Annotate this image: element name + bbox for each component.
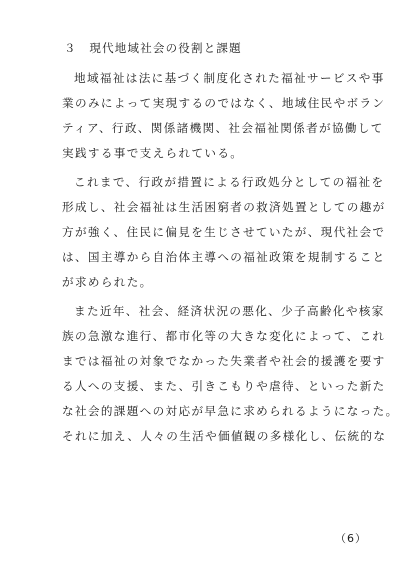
- text-line: 実践する事で支えられている。: [62, 146, 244, 160]
- text-line: また近年、社会、経済状況の悪化、少子高齢化や核家: [74, 304, 385, 318]
- text-line: る人への支援、また、引きこもりや虐待、といった新た: [62, 379, 386, 393]
- paragraph-3: [62, 299, 399, 449]
- text-line: 業のみによって実現するのではなく、地域住民やボラン: [62, 96, 386, 110]
- text-line: 族の急激な進行、都市化等の大きな変化によって、これ: [62, 329, 386, 343]
- text-line: ティア、行政、関係諸機関、社会福祉関係者が協働して: [62, 121, 384, 135]
- body-text: [62, 66, 399, 453]
- text-line: な社会的課題への対応が早急に求められるようになった。: [62, 404, 399, 418]
- text-line: それに加え、人々の生活や価値観の多様化し、伝統的な: [62, 429, 387, 443]
- text-line: が求められた。: [62, 275, 153, 289]
- paragraph-2: [62, 170, 386, 295]
- text-line: 形成し、社会福祉は生活困窮者の救済処置としての趣が: [62, 200, 386, 214]
- section-heading: ３ 現代地域社会の役割と課題: [64, 41, 242, 55]
- text-line: 地域福祉は法に基づく制度化された福祉サービスや事: [74, 71, 385, 85]
- text-line: これまで、行政が措置による行政処分としての福祉を: [74, 175, 385, 189]
- text-line: 方が強く、住民に偏見を生じさせていたが、現代社会で: [62, 225, 386, 239]
- page-number: （6）: [335, 532, 367, 545]
- paragraph-1: [62, 66, 386, 166]
- text-line: は、国主導から自治体主導への福祉政策を規制すること: [62, 250, 386, 264]
- text-line: までは福祉の対象でなかった失業者や社会的援護を要す: [62, 354, 386, 368]
